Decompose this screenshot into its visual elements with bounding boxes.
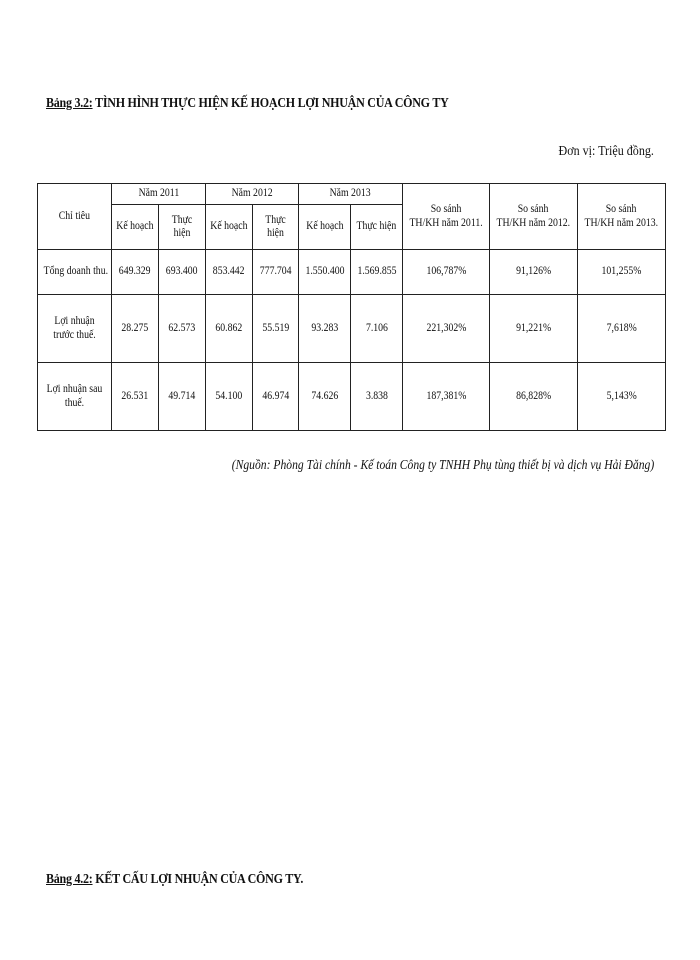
table-row <box>38 295 666 363</box>
cell: 7,618% <box>578 295 666 363</box>
cell: 101,255% <box>578 250 666 295</box>
header-actual-2012: Thực hiện <box>253 205 299 250</box>
header-plan-2013: Kế hoạch <box>299 205 351 250</box>
table-4-2-title <box>46 872 303 888</box>
cell: 853.442 <box>206 250 253 295</box>
header-year-2013: Năm 2013 <box>299 184 403 205</box>
cell: 221,302% <box>403 295 490 363</box>
header-actual-2011: Thực hiện <box>159 205 206 250</box>
cell: 1.550.400 <box>299 250 351 295</box>
cell: 55.519 <box>253 295 299 363</box>
table-4-2-heading: KẾT CẤU LỢI NHUẬN CỦA CÔNG TY. <box>92 872 304 887</box>
table-row <box>38 250 666 295</box>
cell: 93.283 <box>299 295 351 363</box>
cell: 106,787% <box>403 250 490 295</box>
cell: 91,126% <box>490 250 578 295</box>
cell: 46.974 <box>253 363 299 431</box>
cell: 1.569.855 <box>351 250 403 295</box>
table-3-2-title <box>46 96 449 112</box>
cell: 649.329 <box>112 250 159 295</box>
header-compare-2011: So sánh TH/KH năm 2011. <box>403 184 490 250</box>
cell: 187,381% <box>403 363 490 431</box>
cell: 86,828% <box>490 363 578 431</box>
header-indicator: Chỉ tiêu <box>38 184 112 250</box>
row-label-revenue: Tổng doanh thu. <box>38 250 112 295</box>
cell: 60.862 <box>206 295 253 363</box>
cell: 693.400 <box>159 250 206 295</box>
source-note: (Nguồn: Phòng Tài chính - Kế toán Công ty TNHH Phụ tùng thiết bị và dịch vụ Hải Đăng) <box>231 457 654 472</box>
cell: 777.704 <box>253 250 299 295</box>
table-3-2-heading: TÌNH HÌNH THỰC HIỆN KẾ HOẠCH LỢI NHUẬN CỦA CÔNG TY <box>92 96 449 111</box>
cell: 54.100 <box>206 363 253 431</box>
row-label-profit-after-tax: Lợi nhuận sau thuế. <box>38 363 112 431</box>
header-year-2011: Năm 2011 <box>112 184 206 205</box>
header-plan-2011: Kế hoạch <box>112 205 159 250</box>
profit-plan-table <box>37 183 666 431</box>
header-year-2012: Năm 2012 <box>206 184 299 205</box>
cell: 3.838 <box>351 363 403 431</box>
unit-note: Đơn vị: Triệu đồng. <box>558 144 654 159</box>
header-compare-2012: So sánh TH/KH năm 2012. <box>490 184 578 250</box>
table-3-2-label: Bảng 3.2: <box>46 96 93 111</box>
table-row <box>38 363 666 431</box>
cell: 91,221% <box>490 295 578 363</box>
row-label-profit-before-tax: Lợi nhuận trước thuế. <box>38 295 112 363</box>
cell: 5,143% <box>578 363 666 431</box>
cell: 28.275 <box>112 295 159 363</box>
cell: 7.106 <box>351 295 403 363</box>
header-plan-2012: Kế hoạch <box>206 205 253 250</box>
cell: 49.714 <box>159 363 206 431</box>
header-actual-2013: Thực hiện <box>351 205 403 250</box>
table-4-2-label: Bảng 4.2: <box>46 872 93 887</box>
cell: 26.531 <box>112 363 159 431</box>
cell: 74.626 <box>299 363 351 431</box>
header-compare-2013: So sánh TH/KH năm 2013. <box>578 184 666 250</box>
cell: 62.573 <box>159 295 206 363</box>
